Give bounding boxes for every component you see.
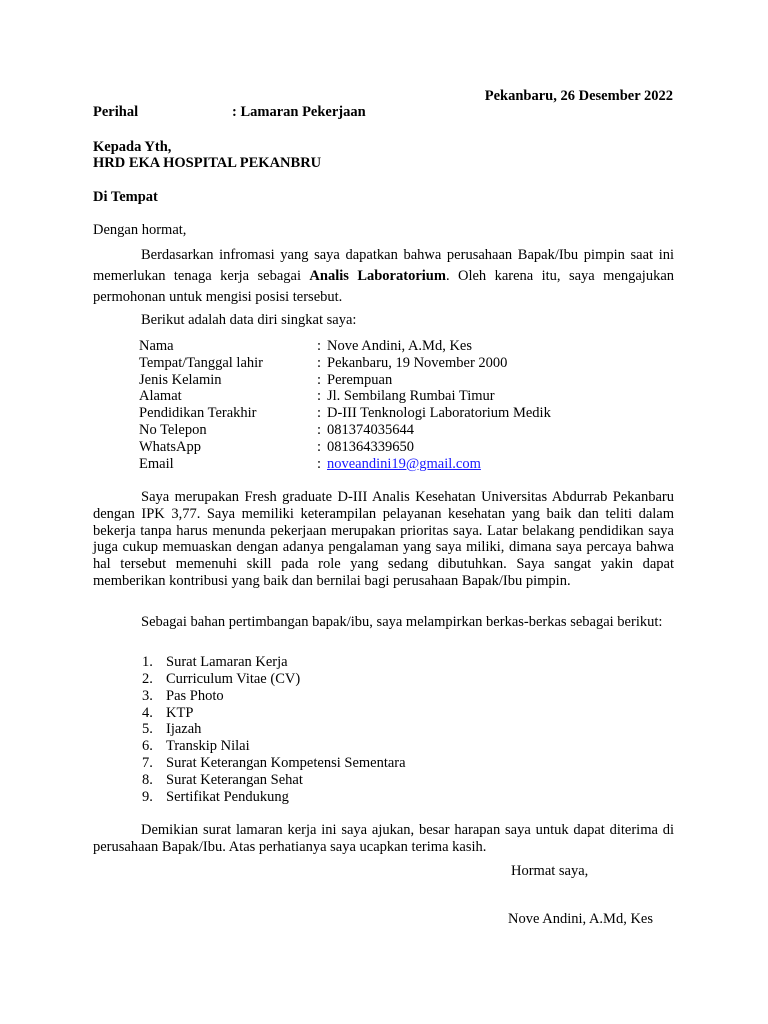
identity-colon: : <box>317 455 322 472</box>
list-text: Sertifikat Pendukung <box>166 788 289 805</box>
identity-row-email <box>139 456 674 473</box>
identity-colon: : <box>317 438 322 455</box>
identity-label: WhatsApp <box>139 438 202 455</box>
paragraph-intro <box>93 245 674 308</box>
paragraph-closing: Demikian surat lamaran kerja ini saya ajukan, besar harapan saya untuk dapat diterima di perusahaan Bapak/Ibu. Atas perhatianya saya ucapkan terima kasih. <box>93 822 674 855</box>
paragraph-profile: Saya merupakan Fresh graduate D-III Analis Kesehatan Universitas Abdurrab Pekanbaru dengan IPK 3,77. Saya memiliki keterampilan pelayanan kesehatan yang baik dan teliti dalam bekerja tanpa harus menunda pekerjaan merupakan prioritas saya. Latar belakang pendidikan saya juga cukup memuaskan dengan adanya pengalaman yang saya miliki, dimana saya percaya bahwa hal tersebut memenuhi skill pada role yang sedang dibutuhkan. Saya sangat yakin dapat memberikan kontribusi yang baik dan bernilai bagi perusahaan Bapak/Ibu pimpin. <box>93 489 674 589</box>
recipient-line-2: HRD EKA HOSPITAL PEKANBRU <box>93 155 322 171</box>
list-text: Ijazah <box>166 721 202 738</box>
list-text: KTP <box>166 704 194 721</box>
list-number: 9. <box>142 788 153 805</box>
list-number: 8. <box>142 771 153 788</box>
list-item <box>142 772 406 789</box>
paragraph-intro-part-1: Berdasarkan infromasi yang saya dapatkan bahwa perusahaan Bapak/Ibu pimpin saat ini memerlukan tenaga kerja sebagai <box>93 247 674 284</box>
place-line: Di Tempat <box>93 189 158 205</box>
identity-value: Nove Andini, A.Md, Kes <box>327 338 472 354</box>
subject-value: : Lamaran Pekerjaan <box>232 104 366 120</box>
identity-value: Pekanbaru, 19 November 2000 <box>327 354 508 371</box>
identity-value: 081364339650 <box>327 438 414 455</box>
identity-value: Jl. Sembilang Rumbai Timur <box>327 388 495 405</box>
list-number: 4. <box>142 704 153 721</box>
identity-colon: : <box>317 388 322 405</box>
identity-row-address <box>139 388 674 405</box>
identity-table <box>139 338 674 472</box>
identity-colon: : <box>317 421 322 438</box>
identity-colon: : <box>317 354 322 371</box>
list-number: 6. <box>142 738 153 755</box>
paragraph-intro-part-2: . Oleh karena itu, saya mengajukan permohonan untuk mengisi posisi tersebut. <box>93 268 675 305</box>
list-item <box>142 721 406 738</box>
identity-value: D-III Tenknologi Laboratorium Medik <box>327 405 551 422</box>
identity-value: 081374035644 <box>327 421 414 438</box>
position-applied: Analis Laboratorium <box>309 268 446 284</box>
list-item <box>142 789 406 806</box>
identity-colon: : <box>317 371 322 388</box>
identity-row-education <box>139 405 674 422</box>
identity-label: Email <box>139 455 174 472</box>
list-item <box>142 671 406 688</box>
recipient-line-1: Kepada Yth, <box>93 139 172 155</box>
list-item <box>142 755 406 772</box>
list-text: Curriculum Vitae (CV) <box>166 670 301 687</box>
list-number: 7. <box>142 755 153 772</box>
list-number: 3. <box>142 687 153 704</box>
list-text: Transkip Nilai <box>166 738 250 755</box>
identity-label: Tempat/Tanggal lahir <box>139 354 263 371</box>
subject-label: Perihal <box>93 104 139 120</box>
list-text: Surat Lamaran Kerja <box>166 654 288 670</box>
list-number: 1. <box>142 654 153 670</box>
identity-row-birth <box>139 355 674 372</box>
list-text: Pas Photo <box>166 687 224 704</box>
list-number: 2. <box>142 670 153 687</box>
salutation: Hormat saya, <box>511 863 589 879</box>
identity-value: Perempuan <box>327 371 393 388</box>
identity-colon: : <box>317 405 322 422</box>
identity-row-phone <box>139 422 674 439</box>
list-item <box>142 705 406 722</box>
identity-row-name <box>139 338 674 355</box>
identity-row-gender <box>139 372 674 389</box>
list-text: Surat Keterangan Sehat <box>166 771 303 788</box>
email-link[interactable]: noveandini19@gmail.com <box>327 455 481 472</box>
attachments-list <box>142 654 406 806</box>
signature-name: Nove Andini, A.Md, Kes <box>508 911 653 927</box>
identity-row-whatsapp <box>139 439 674 456</box>
list-item <box>142 738 406 755</box>
greeting: Dengan hormat, <box>93 222 187 238</box>
identity-intro: Berikut adalah data diri singkat saya: <box>141 312 357 328</box>
identity-label: No Telepon <box>139 421 207 438</box>
identity-colon: : <box>317 338 322 354</box>
identity-label: Nama <box>139 338 174 354</box>
letter-date: Pekanbaru, 26 Desember 2022 <box>484 88 673 104</box>
paragraph-attachments-intro: Sebagai bahan pertimbangan bapak/ibu, saya melampirkan berkas-berkas sebagai berikut: <box>141 614 663 630</box>
identity-label: Jenis Kelamin <box>139 371 222 388</box>
list-item <box>142 688 406 705</box>
list-text: Surat Keterangan Kompetensi Sementara <box>166 755 406 772</box>
list-item <box>142 654 406 671</box>
identity-label: Pendidikan Terakhir <box>139 405 257 422</box>
list-number: 5. <box>142 721 153 738</box>
identity-label: Alamat <box>139 388 182 405</box>
